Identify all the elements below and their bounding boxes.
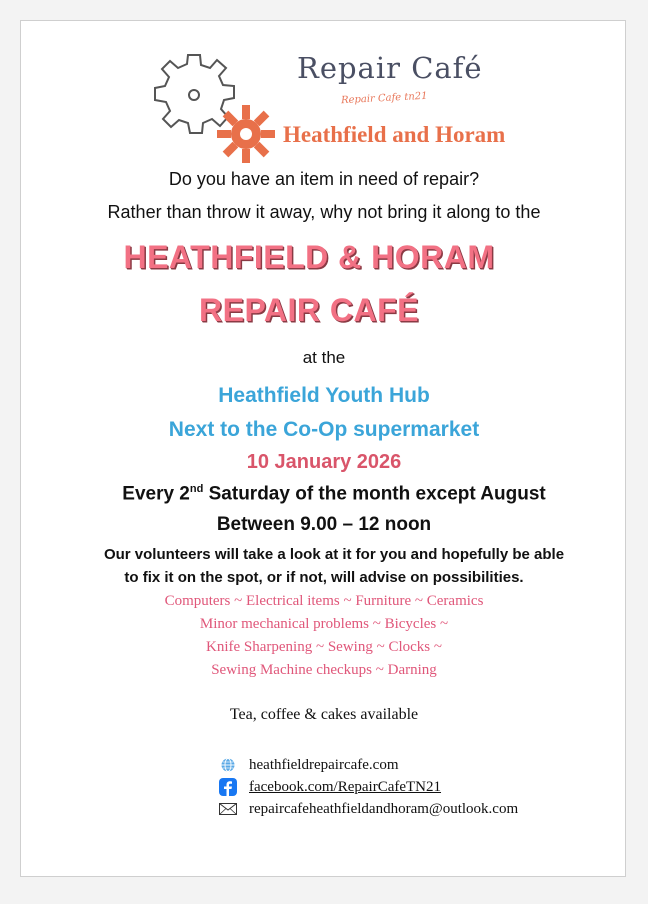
volunteers-line-1: Our volunteers will take a look at it for you and hopefully be able	[103, 546, 565, 563]
intro-line: Rather than throw it away, why not bring it along to the	[107, 202, 541, 222]
services-line: Knife Sharpening ~ Sewing ~ Clocks ~	[206, 639, 442, 655]
volunteers-line-2: to fix it on the spot, or if not, will advise on possibilities.	[124, 569, 524, 586]
headline-line-2: REPAIR CAFÉ	[198, 292, 420, 328]
email-contact[interactable]	[219, 800, 518, 818]
envelope-icon	[219, 800, 237, 818]
services-line: Sewing Machine checkups ~ Darning	[211, 662, 437, 678]
event-date: 10 January 2026	[246, 451, 402, 473]
logo-tagline: Repair Cafe tn21	[340, 90, 428, 107]
headline-line-1: HEATHFIELD & HORAM	[123, 239, 495, 275]
logo-town-name: Heathfield and Horam	[283, 122, 506, 147]
venue-location: Next to the Co-Op supermarket	[168, 418, 480, 441]
schedule-ordinal: nd	[189, 483, 204, 495]
intro-question: Do you have an item in need of repair?	[168, 169, 480, 189]
gear-orange-icon	[211, 99, 281, 174]
services-line: Minor mechanical problems ~ Bicycles ~	[199, 616, 449, 632]
website-link[interactable]: heathfieldrepaircafe.com	[249, 756, 399, 773]
at-the-text: at the	[302, 348, 346, 367]
email-link[interactable]: repaircafeheathfieldandhoram@outlook.com	[249, 800, 519, 817]
venue-name: Heathfield Youth Hub	[218, 384, 430, 407]
schedule-suffix: Saturday of the month except August	[203, 483, 546, 505]
services-line: Computers ~ Electrical items ~ Furniture ~ Ceramics	[164, 593, 484, 609]
facebook-icon	[219, 778, 237, 796]
schedule-prefix: Every 2	[122, 483, 190, 505]
globe-icon	[219, 756, 237, 774]
facebook-link[interactable]: facebook.com/RepairCafeTN21	[249, 778, 442, 795]
facebook-contact[interactable]	[219, 778, 441, 796]
schedule-hours: Between 9.00 – 12 noon	[216, 514, 432, 535]
schedule-frequency	[31, 483, 637, 505]
website-contact[interactable]	[219, 756, 399, 774]
logo-brand-name: Repair Café	[297, 51, 483, 85]
refreshments-text: Tea, coffee & cakes available	[229, 706, 419, 723]
poster-page	[20, 20, 626, 877]
